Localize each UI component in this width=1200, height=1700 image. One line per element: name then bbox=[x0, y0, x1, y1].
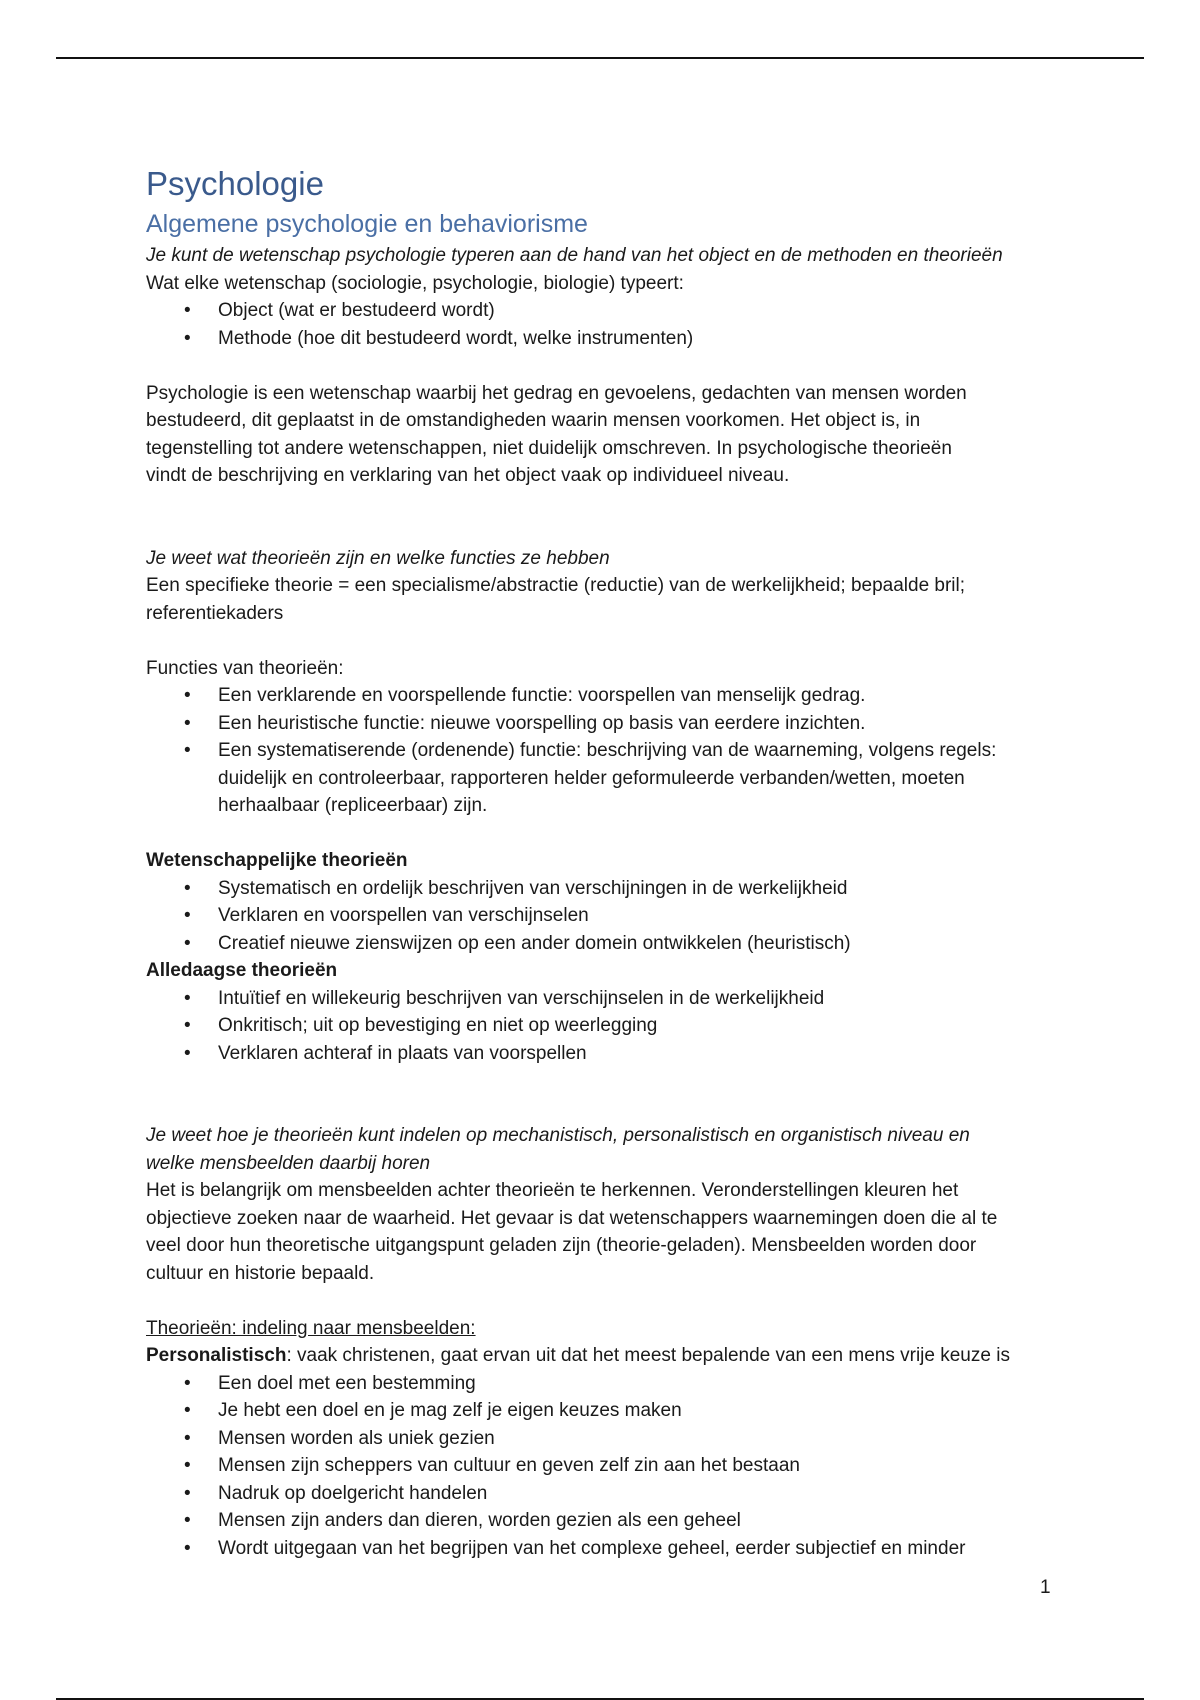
section-label: Wetenschappelijke theorieën bbox=[146, 850, 408, 871]
bullet-list bbox=[146, 297, 1066, 352]
header-rule bbox=[56, 57, 1144, 59]
learning-objective: Je weet hoe je theorieën kunt indelen op mechanistisch, personalistisch en organistisch niveau en bbox=[146, 1125, 970, 1146]
paragraph-line: Een specifieke theorie = een specialisme/abstractie (reductie) van de werkelijkheid; bepaalde bril; bbox=[146, 575, 966, 596]
section-label: Personalistisch bbox=[146, 1345, 287, 1366]
list-item: • Nadruk op doelgericht handelen bbox=[218, 1480, 1066, 1508]
list-item: • Verklaren achteraf in plaats van voorspellen bbox=[218, 1040, 1066, 1068]
section-heading: Theorieën: indeling naar mensbeelden: bbox=[146, 1317, 476, 1339]
list-item: • Mensen worden als uniek gezien bbox=[218, 1425, 1066, 1453]
list-item: • Je hebt een doel en je mag zelf je eigen keuzes maken bbox=[218, 1397, 1066, 1425]
bullet-list bbox=[146, 875, 1066, 958]
document-subtitle: Algemene psychologie en behaviorisme bbox=[146, 210, 588, 238]
paragraph-line: cultuur en historie bepaald. bbox=[146, 1262, 375, 1284]
paragraph-line: veel door hun theoretische uitgangspunt geladen zijn (theorie-geladen). Mensbeelden worden door bbox=[146, 1235, 977, 1256]
bullet-list bbox=[146, 1370, 1066, 1563]
list-item: • Een verklarende en voorspellende functie: voorspellen van menselijk gedrag. bbox=[218, 682, 1066, 710]
bullet-list bbox=[146, 682, 1066, 820]
paragraph-line: referentiekaders bbox=[146, 602, 284, 624]
learning-objective: Je kunt de wetenschap psychologie typeren aan de hand van het object en de methoden en theorieën bbox=[146, 245, 1003, 266]
list-item: • Methode (hoe dit bestudeerd wordt, welke instrumenten) bbox=[218, 325, 1066, 353]
list-item: • Systematisch en ordelijk beschrijven van verschijningen in de werkelijkheid bbox=[218, 875, 1066, 903]
paragraph-text: : vaak christenen, gaat ervan uit dat het meest bepalende van een mens vrije keuze is bbox=[286, 1345, 1010, 1366]
page-number: 1 bbox=[1040, 1577, 1051, 1598]
paragraph-line: tegenstelling tot andere wetenschappen, niet duidelijk omschreven. In psychologische theorieën bbox=[146, 437, 952, 459]
list-item-line: herhaalbaar (repliceerbaar) zijn. bbox=[218, 795, 488, 816]
paragraph-line: Het is belangrijk om mensbeelden achter theorieën te herkennen. Veronderstellingen kleuren het bbox=[146, 1180, 959, 1201]
paragraph-line: Psychologie is een wetenschap waarbij het gedrag en gevoelens, gedachten van mensen worden bbox=[146, 382, 967, 404]
list-item: • Verklaren en voorspellen van verschijnselen bbox=[218, 902, 1066, 930]
paragraph-line: bestudeerd, dit geplaatst in de omstandigheden waarin mensen voorkomen. Het object is, in bbox=[146, 410, 921, 431]
document-body bbox=[146, 164, 1066, 1562]
paragraph-line: Functies van theorieën: bbox=[146, 657, 344, 679]
list-item: • Mensen zijn scheppers van cultuur en geven zelf zin aan het bestaan bbox=[218, 1452, 1066, 1480]
paragraph-line: vindt de beschrijving en verklaring van het object vaak op individueel niveau. bbox=[146, 465, 790, 486]
list-item: • Een heuristische functie: nieuwe voorspelling op basis van eerdere inzichten. bbox=[218, 710, 1066, 738]
list-item: • Een doel met een bestemming bbox=[218, 1370, 1066, 1398]
bullet-list bbox=[146, 985, 1066, 1068]
list-item: • Mensen zijn anders dan dieren, worden gezien als een geheel bbox=[218, 1507, 1066, 1535]
list-item: • Onkritisch; uit op bevestiging en niet op weerlegging bbox=[218, 1012, 1066, 1040]
list-item: • Creatief nieuwe zienswijzen op een ander domein ontwikkelen (heuristisch) bbox=[218, 930, 1066, 958]
paragraph-line: Wat elke wetenschap (sociologie, psychologie, biologie) typeert: bbox=[146, 272, 684, 294]
list-item-line: • Een systematiserende (ordenende) functie: beschrijving van de waarneming, volgens regels: bbox=[218, 740, 997, 761]
learning-objective: welke mensbeelden daarbij horen bbox=[146, 1152, 431, 1174]
list-item bbox=[218, 737, 1066, 820]
section-label: Alledaagse theorieën bbox=[146, 960, 338, 981]
list-item: • Intuïtief en willekeurig beschrijven van verschijnselen in de werkelijkheid bbox=[218, 985, 1066, 1013]
list-item: • Object (wat er bestudeerd wordt) bbox=[218, 297, 1066, 325]
learning-objective: Je weet wat theorieën zijn en welke functies ze hebben bbox=[146, 547, 610, 569]
list-item: • Wordt uitgegaan van het begrijpen van het complexe geheel, eerder subjectief en minder bbox=[218, 1535, 1066, 1563]
list-item-line: duidelijk en controleerbaar, rapporteren helder geformuleerde verbanden/wetten, moeten bbox=[218, 767, 965, 789]
paragraph-line: objectieve zoeken naar de waarheid. Het gevaar is dat wetenschappers waarnemingen doen die al te bbox=[146, 1207, 998, 1229]
document-title: Psychologie bbox=[146, 165, 324, 202]
paragraph-line bbox=[146, 1342, 1066, 1370]
